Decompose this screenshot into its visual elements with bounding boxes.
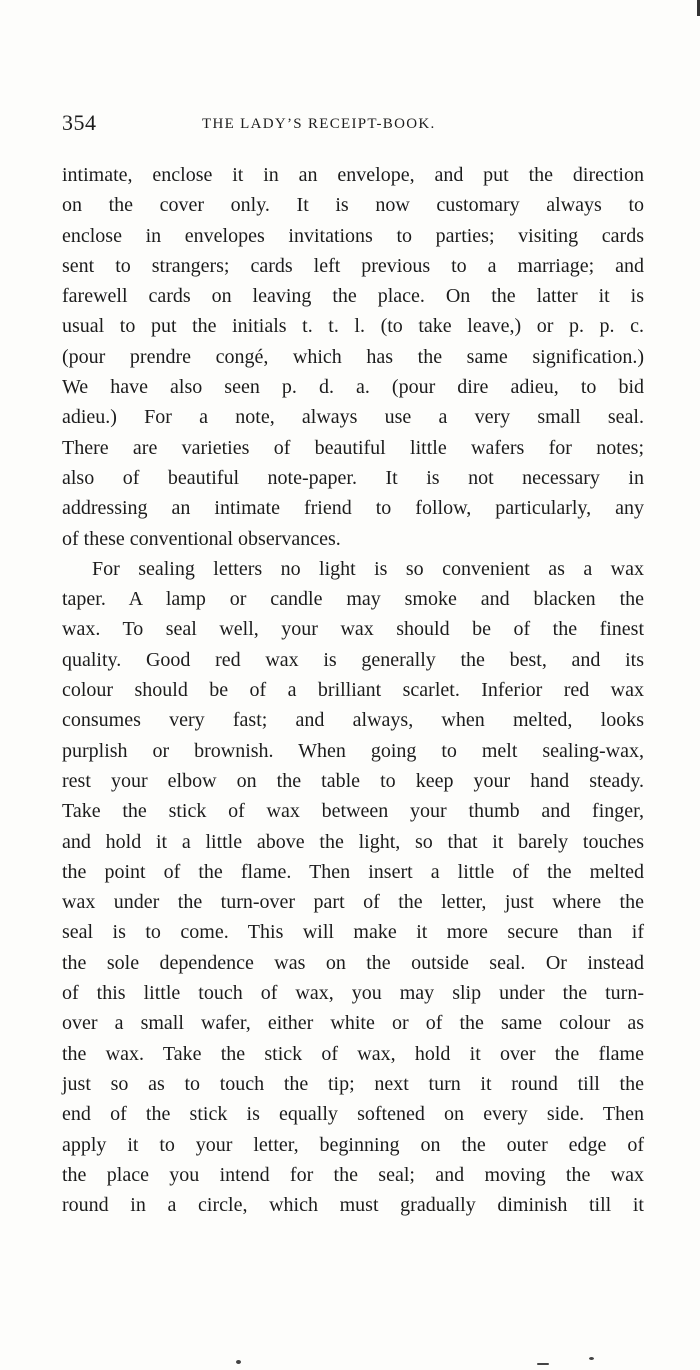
text-line: addressing an intimate friend to follow, particularly, any [62,497,644,520]
text-line: wax under the turn-over part of the letter, just where the [62,891,644,914]
text-line: consumes very fast; and always, when melted, looks [62,709,644,732]
text-line: colour should be of a brilliant scarlet. Inferior red wax [62,679,644,702]
text-line: over a small wafer, either white or of the same colour as [62,1012,644,1035]
text-line: also of beautiful note-paper. It is not necessary in [62,466,644,489]
text-line: taper. A lamp or candle may smoke and blacken the [62,588,644,611]
text-line: quality. Good red wax is generally the best, and its [62,648,644,671]
text-line: seal is to come. This will make it more secure than if [62,921,644,944]
text-line: end of the stick is equally softened on every side. Then [62,1103,644,1126]
text-line: sent to strangers; cards left previous to a marriage; and [62,254,644,277]
body-text [62,160,644,1220]
text-line: the point of the flame. Then insert a little of the melted [62,860,644,883]
text-line: and hold it a little above the light, so that it barely touches [62,830,644,853]
text-line: There are varieties of beautiful little wafers for notes; [62,436,644,459]
running-title: THE LADY’S RECEIPT-BOOK. [202,116,436,132]
text-line: We have also seen p. d. a. (pour dire adieu, to bid [62,376,644,399]
text-line: rest your elbow on the table to keep your hand steady. [62,769,644,792]
text-line: just so as to touch the tip; next turn it round till the [62,1072,644,1095]
text-line: adieu.) For a note, always use a very small seal. [62,406,644,429]
text-line: usual to put the initials t. t. l. (to take leave,) or p. p. c. [62,315,644,338]
ink-speck [589,1357,594,1360]
running-head [62,110,652,140]
text-line: round in a circle, which must gradually diminish till it [62,1194,644,1217]
text-line: purplish or brownish. When going to melt sealing-wax, [62,739,644,762]
text-line: intimate, enclose it in an envelope, and put the direction [62,164,644,186]
text-line: enclose in envelopes invitations to parties; visiting cards [62,224,644,247]
text-line: on the cover only. It is now customary always to [62,194,644,217]
ink-speck [537,1363,549,1365]
ink-speck [236,1360,241,1364]
text-line: of these conventional observances. [62,527,341,550]
page-number: 354 [62,110,97,135]
text-line: the place you intend for the seal; and moving the wax [62,1163,644,1186]
text-line: the wax. Take the stick of wax, hold it over the flame [62,1042,644,1065]
text-line: (pour prendre congé, which has the same signification.) [62,345,644,368]
text-line: wax. To seal well, your wax should be of the finest [62,618,644,641]
text-line: apply it to your letter, beginning on the outer edge of [62,1133,644,1156]
text-line: of this little touch of wax, you may slip under the turn- [62,982,644,1005]
text-line: Take the stick of wax between your thumb and finger, [62,800,644,823]
text-line: For sealing letters no light is so convenient as a wax [92,557,644,580]
text-line: the sole dependence was on the outside seal. Or instead [62,951,644,974]
text-line: farewell cards on leaving the place. On the latter it is [62,285,644,308]
